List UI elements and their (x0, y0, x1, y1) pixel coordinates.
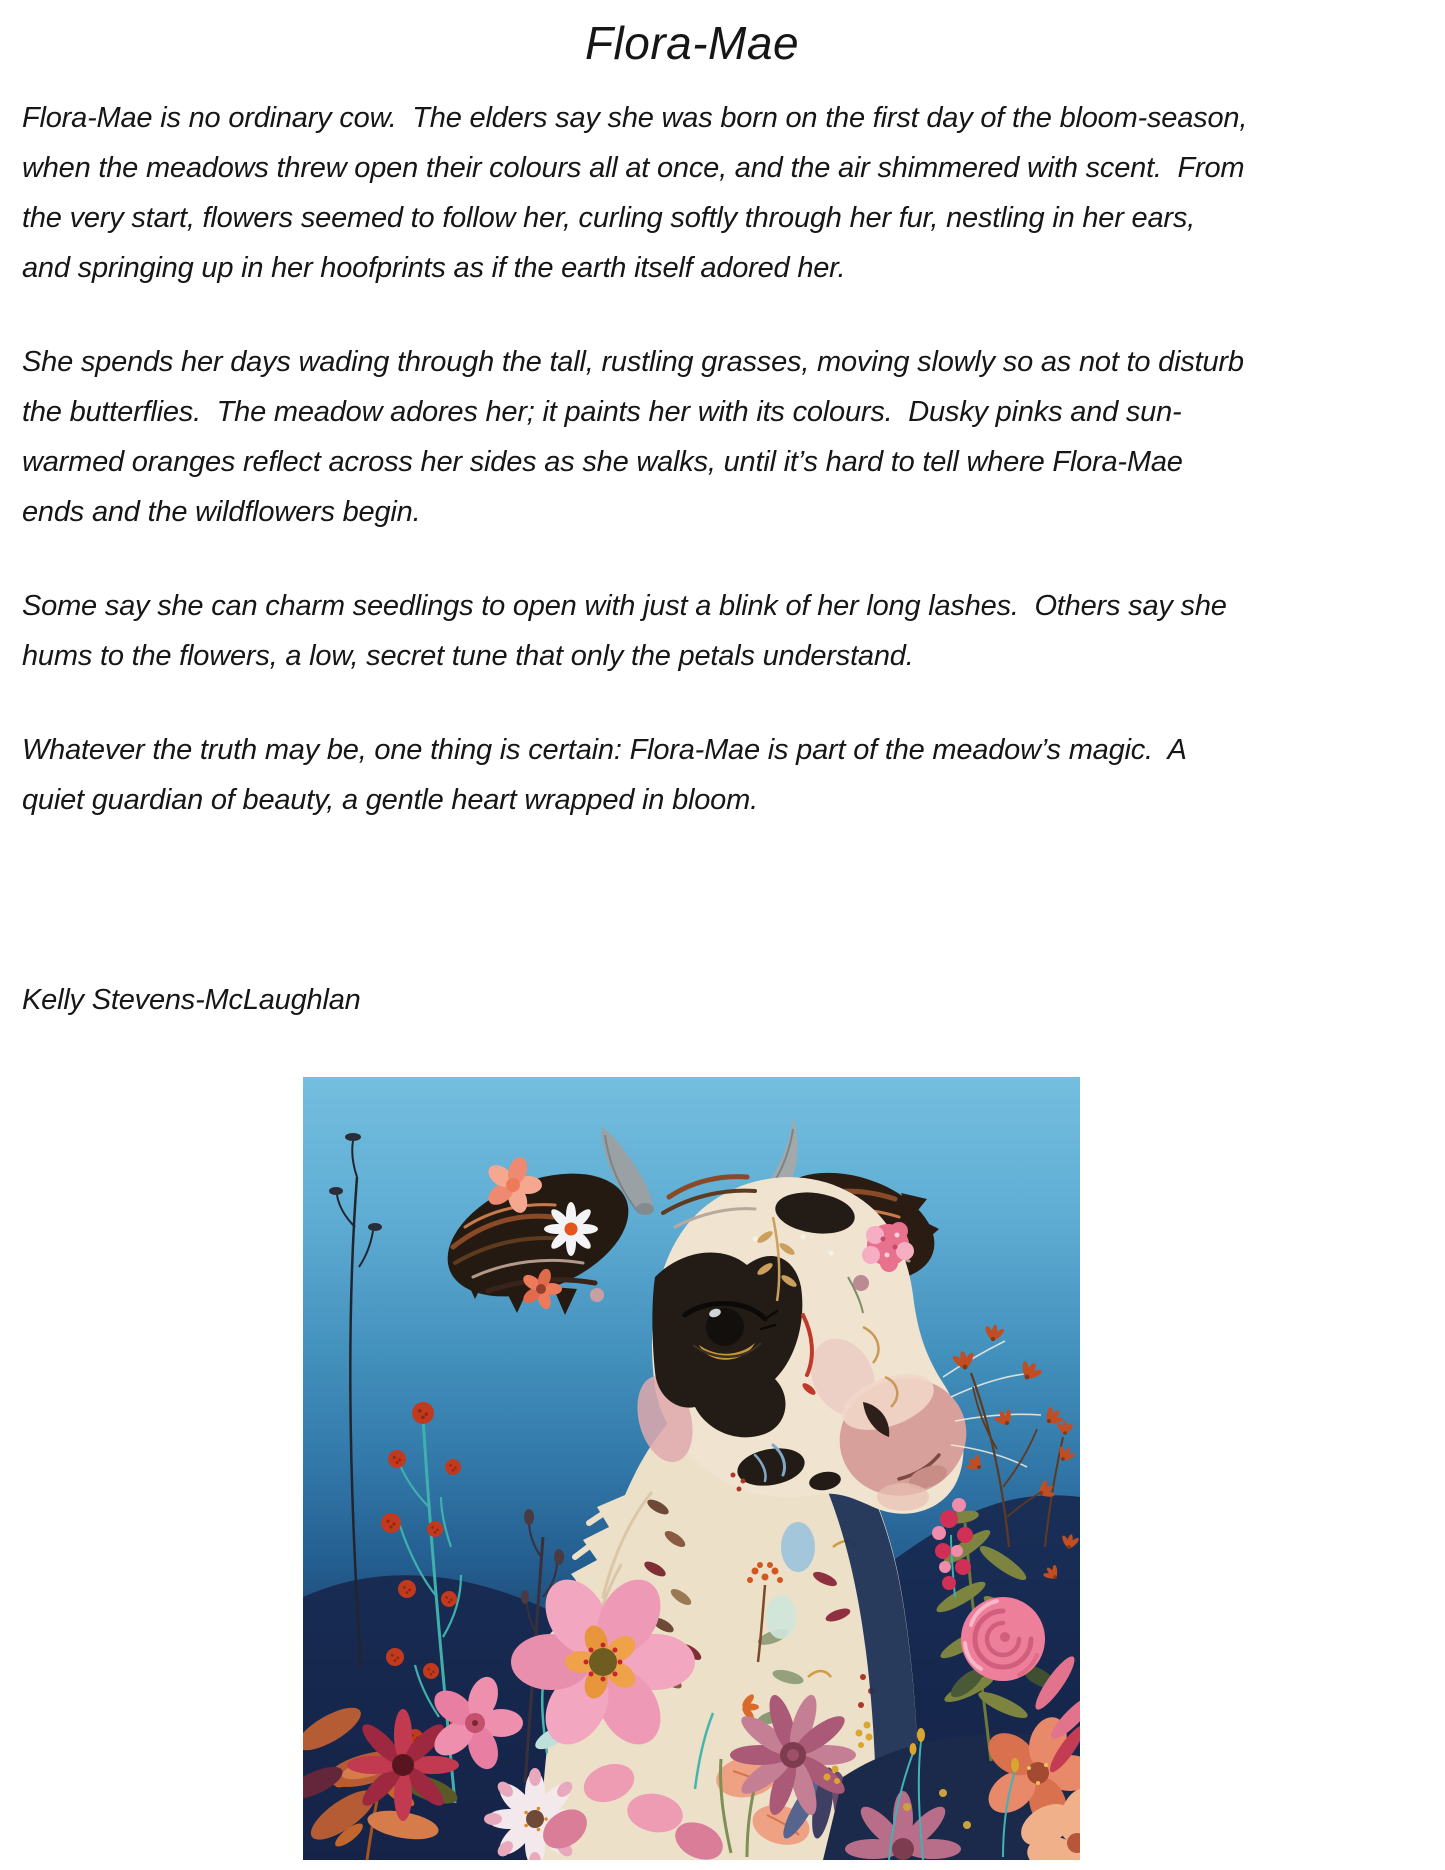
paragraph-line: Some say she can charm seedlings to open with just a blink of her long lashes. Others say she (22, 590, 1227, 622)
cow-painting (303, 1077, 1080, 1860)
paragraph-line: Flora-Mae is no ordinary cow. The elders say she was born on the first day of the bloom-season, (22, 102, 1248, 134)
document-body (22, 0, 1362, 1025)
paragraph-line: the butterflies. The meadow adores her; it paints her with its colours. Dusky pinks and sun- (22, 396, 1182, 428)
paragraph-line: the very start, flowers seemed to follow her, curling softly through her fur, nestling in her ears, (22, 202, 1195, 234)
paragraph-line: warmed oranges reflect across her sides as she walks, until it’s hard to tell where Flora-Mae (22, 446, 1183, 478)
paragraph-2 (22, 337, 1362, 537)
page-title: Flora-Mae (584, 17, 800, 69)
paragraph-3 (22, 581, 1362, 681)
paragraph-line: quiet guardian of beauty, a gentle heart wrapped in bloom. (22, 784, 758, 816)
author-name: Kelly Stevens-McLaughlan (22, 984, 361, 1016)
paragraph-line: hums to the flowers, a low, secret tune that only the petals understand. (22, 640, 914, 672)
paragraph-line: ends and the wildflowers begin. (22, 496, 421, 528)
paragraph-line: when the meadows threw open their colours all at once, and the air shimmered with scent. From (22, 152, 1245, 184)
white-daisy (544, 1202, 598, 1256)
paragraph-4 (22, 725, 1362, 825)
paragraph-line: Whatever the truth may be, one thing is certain: Flora-Mae is part of the meadow’s magic. A (22, 734, 1187, 766)
crimson-daisy (347, 1709, 459, 1821)
paragraph-line: and springing up in her hoofprints as if the earth itself adored her. (22, 252, 846, 284)
paragraph-line: She spends her days wading through the tall, rustling grasses, moving slowly so as not to disturb (22, 346, 1244, 378)
paragraph-1 (22, 93, 1362, 293)
